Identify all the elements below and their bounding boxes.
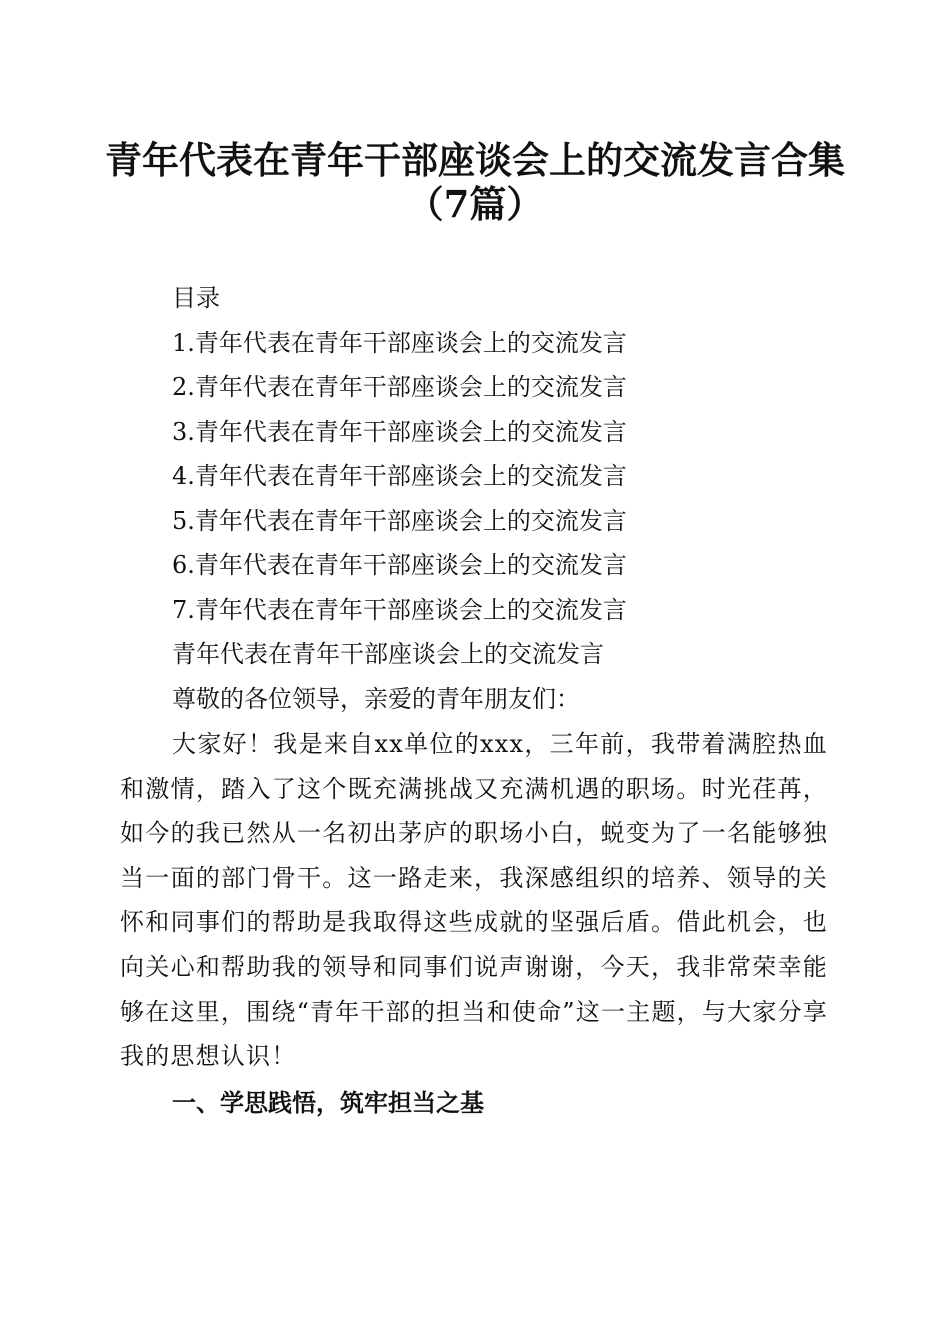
salutation: 尊敬的各位领导，亲爱的青年朋友们：	[172, 685, 580, 713]
document-title: 青年代表在青年干部座谈会上的交流发言合集	[105, 138, 845, 182]
body-paragraph: 大家好！我是来自xx单位的xxx，三年前，我带着满腔热血和激情，踏入了这个既充满挑战又充满机遇的职场。时光荏苒，如今的我已然从一名初出茅庐的职场小白，蜕变为了一名能够独当一面的部门骨干。这一路走来，我深感组织的培养、领导的关怀和同事们的帮助是我取得这些成就的坚强后盾。借此机会，也向关心和帮助我的领导和同事们说声谢谢，今天，我非常荣幸能够在这里，围绕“青年干部的担当和使命”这一主题，与大家分享我的思想认识！	[120, 730, 828, 1071]
toc-item[interactable]: 2.青年代表在青年干部座谈会上的交流发言	[172, 373, 627, 401]
toc-heading: 目录	[172, 284, 220, 312]
document-subtitle	[0, 156, 950, 226]
document-title-count: （7篇）	[406, 182, 544, 226]
section-heading: 一、学思践悟，筑牢担当之基	[172, 1089, 484, 1117]
toc-item[interactable]: 3.青年代表在青年干部座谈会上的交流发言	[172, 418, 627, 446]
toc-item[interactable]: 1.青年代表在青年干部座谈会上的交流发言	[172, 329, 627, 357]
toc-item[interactable]: 7.青年代表在青年干部座谈会上的交流发言	[172, 596, 627, 624]
article-title: 青年代表在青年干部座谈会上的交流发言	[172, 640, 604, 668]
toc-item[interactable]: 4.青年代表在青年干部座谈会上的交流发言	[172, 462, 627, 490]
toc-item[interactable]: 6.青年代表在青年干部座谈会上的交流发言	[172, 551, 627, 579]
toc-item[interactable]: 5.青年代表在青年干部座谈会上的交流发言	[172, 507, 627, 535]
